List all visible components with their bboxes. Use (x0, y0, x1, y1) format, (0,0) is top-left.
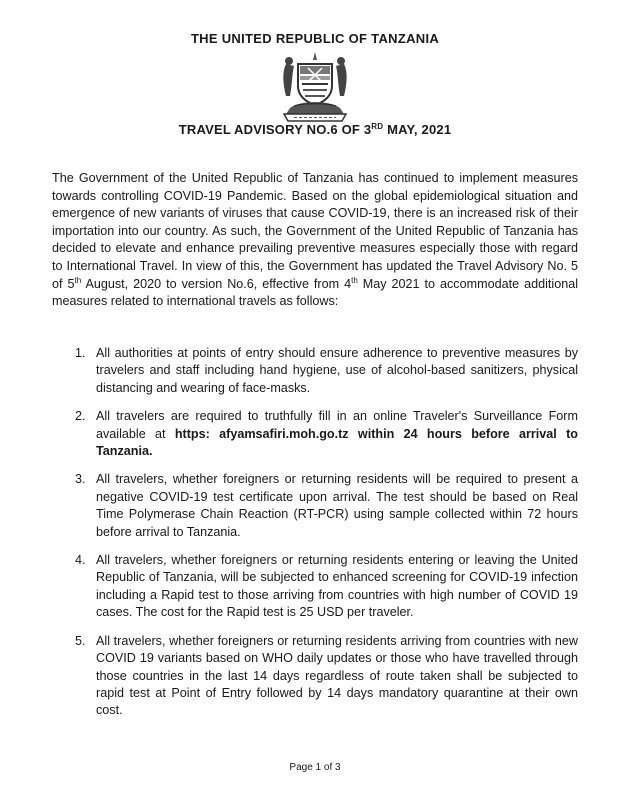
country-heading: THE UNITED REPUBLIC OF TANZANIA (190, 31, 440, 46)
list-item-number: 1. (75, 346, 86, 360)
list-item-text: All authorities at points of entry should ensure adherence to preventive measures by travelers and staff including hand hygiene, use of alcohol-based sanitizers, physical distancing and wearing of face-masks. (96, 346, 578, 395)
list-item-text: All travelers, whether foreigners or returning residents entering or leaving the United Republic of Tanzania, will be subjected to enhanced screening for COVID-19 infection including a Rapid test to those arriving from countries with high number of COVID 19 cases. The cost for the Rapid test is 25 USD per traveler. (96, 553, 578, 620)
advisory-title-prefix: TRAVEL ADVISORY NO.6 OF 3 (178, 122, 372, 137)
measures-list (75, 345, 578, 731)
intro-paragraph (52, 170, 578, 311)
list-item (75, 552, 578, 622)
intro-sup2: th (351, 275, 358, 285)
page-footer: Page 1 of 3 (289, 762, 341, 773)
advisory-title (0, 122, 630, 137)
list-item (75, 471, 578, 541)
list-item-number: 4. (75, 553, 86, 568)
list-item-text: All travelers, whether foreigners or returning residents will be required to present a negative COVID-19 test certificate upon arrival. The test should be based on Real Time Polymerase Chain Reaction (RT-PCR) using sample collected within 72 hours before arrival to Tanzania. (96, 472, 578, 539)
intro-text-part1: The Government of the United Republic of Tanzania has continued to implement measures towards controlling COVID-19 Pandemic. Based on the global epidemiological situation and emergence of new variants of viruses that cause COVID-19, there is an increased risk of their importation into our country. As such, the Government of the United Republic of Tanzania has decided to elevate and enhance prevailing preventive measures especially those with regard to International Travel. In view of this, the Government has updated the Travel Advisory No. 5 of 5 (52, 171, 578, 291)
list-item (75, 345, 578, 397)
intro-text-part2: August, 2020 to version No.6, effective from 4 (81, 276, 352, 291)
list-item-number: 3. (75, 472, 86, 487)
list-item-number: 2. (75, 409, 86, 424)
advisory-title-superscript: RD (371, 122, 384, 131)
surveillance-form-link: https: afyamsafiri.moh.go.tz within 24 hours before arrival to Tanzania. (96, 426, 578, 459)
coat-of-arms-icon (272, 50, 358, 124)
intro-text-part3: May 2021 to accommodate additional measures related to international travels as follows: (52, 276, 579, 309)
list-item-number: 5. (75, 633, 86, 648)
advisory-title-suffix: MAY, 2021 (383, 122, 452, 137)
list-item (75, 633, 578, 720)
intro-sup1: th (74, 275, 82, 285)
list-item-text: All travelers are required to truthfully fill in an online Traveler's Surveillance Form available at (96, 409, 578, 441)
list-item-text: All travelers, whether foreigners or returning residents arriving from countries with new COVID 19 variants based on WHO daily updates or those who have travelled through those countries in the last 14 days regardless of route taken shall be subjected to rapid test at Point of Entry followed by 14 days mandatory quarantine at their own cost. (96, 633, 578, 718)
list-item (75, 408, 578, 460)
